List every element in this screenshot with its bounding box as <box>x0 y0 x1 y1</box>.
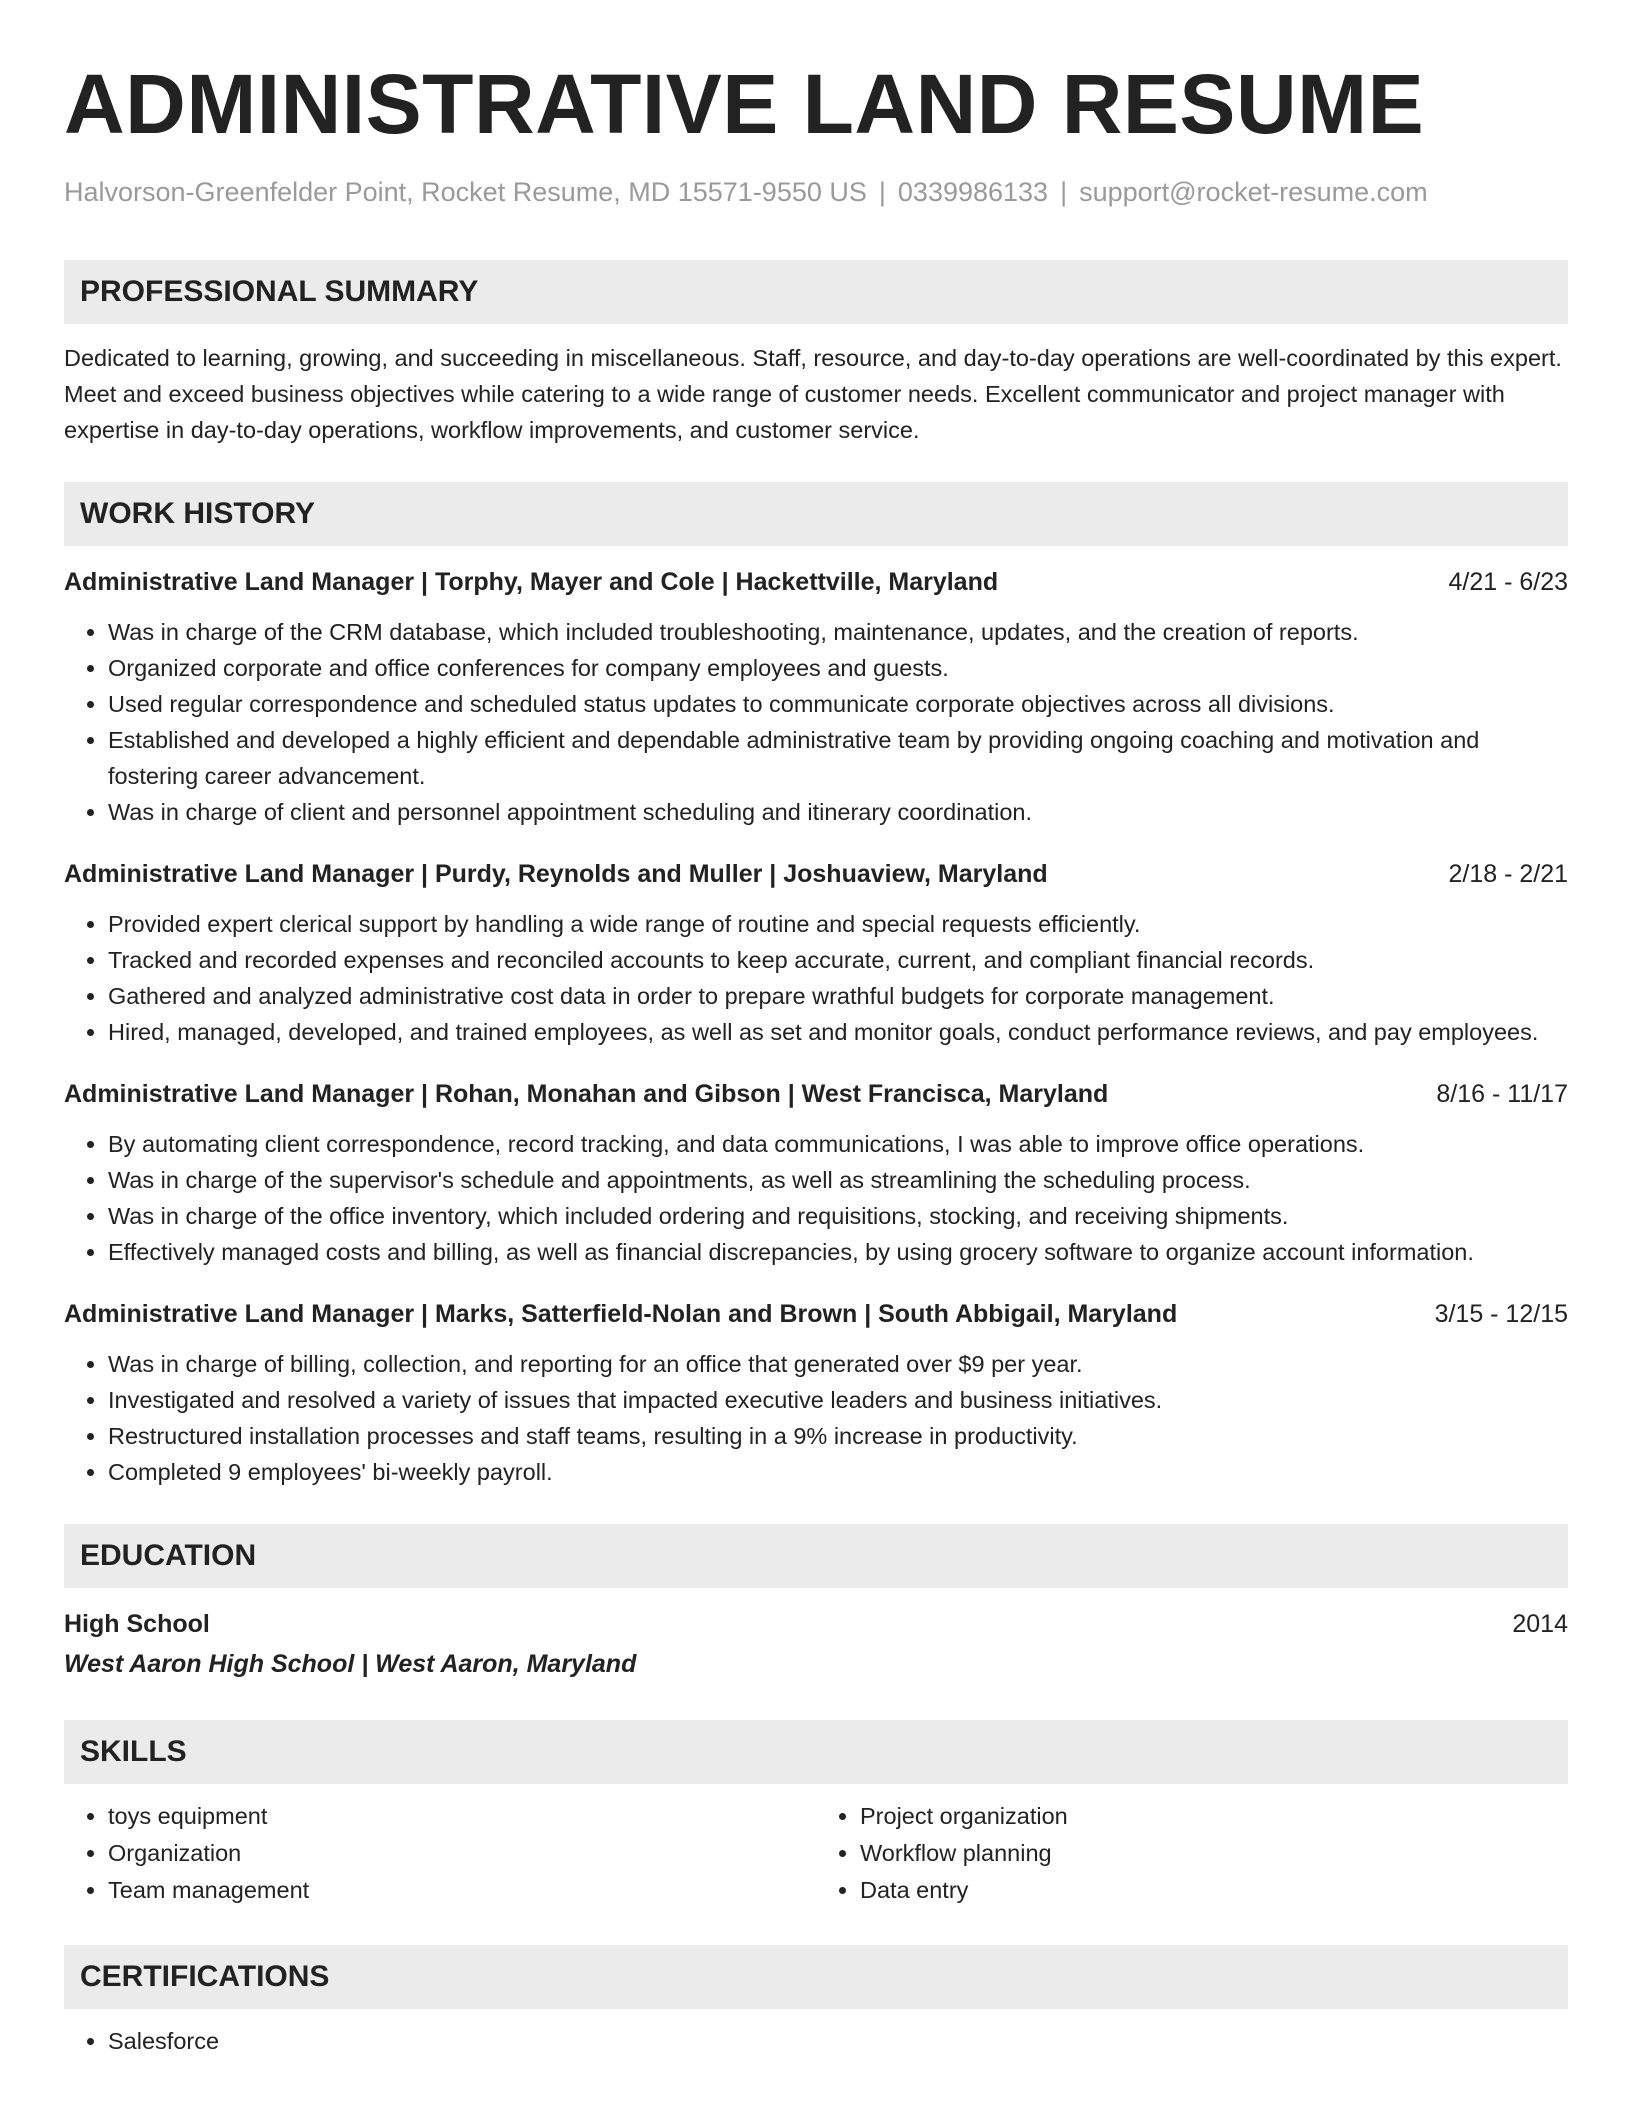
job-bullets <box>64 1126 1568 1270</box>
job-dates: 4/21 - 6/23 <box>1448 568 1568 596</box>
contact-separator: | <box>878 177 886 207</box>
job-bullet: • Restructured installation processes and staff teams, resulting in a 9% increase in productivity. <box>108 1418 1568 1454</box>
skill-item: • Data entry <box>860 1872 1568 1909</box>
job-bullet: • Was in charge of billing, collection, and reporting for an office that generated over $9 per year. <box>108 1346 1568 1382</box>
skills-column-right <box>816 1798 1568 1909</box>
contact-line <box>64 174 1568 210</box>
certifications-list <box>64 2023 1568 2060</box>
skill-item: • toys equipment <box>108 1798 816 1835</box>
job-header <box>64 1296 1568 1332</box>
job-bullet: • By automating client correspondence, record tracking, and data communications, I was able to improve office operations. <box>108 1126 1568 1162</box>
section-header-education <box>64 1524 1568 1588</box>
skill-item: • Team management <box>108 1872 816 1909</box>
resume-name: ADMINISTRATIVE LAND RESUME <box>64 57 1425 151</box>
education-entry <box>64 1606 1568 1682</box>
job-bullet: • Established and developed a highly efficient and dependable administrative team by providing ongoing coaching and motivation and fostering career advancement. <box>108 722 1568 794</box>
section-title-work: WORK HISTORY <box>80 497 316 530</box>
job-entry <box>64 856 1568 1050</box>
job-bullet: • Hired, managed, developed, and trained employees, as well as set and monitor goals, conduct performance reviews, and pay employees. <box>108 1014 1568 1050</box>
job-bullet: • Was in charge of client and personnel appointment scheduling and itinerary coordination. <box>108 794 1568 830</box>
job-entry <box>64 564 1568 830</box>
job-title: Administrative Land Manager | Purdy, Reynolds and Muller | Joshuaview, Maryland <box>64 860 1048 888</box>
contact-address: Halvorson-Greenfelder Point, Rocket Resume, MD 15571-9550 US <box>64 177 867 207</box>
job-bullet: • Completed 9 employees' bi-weekly payroll. <box>108 1454 1568 1490</box>
summary-text: Dedicated to learning, growing, and succeeding in miscellaneous. Staff, resource, and day-to-day operations are well-coordinated by this expert. Meet and exceed business objectives while catering to a wide range of customer needs. Excellent communicator and project manager with expertise in day-to-day operations, workflow improvements, and customer service. <box>64 345 1562 443</box>
job-title: Administrative Land Manager | Rohan, Monahan and Gibson | West Francisca, Maryland <box>64 1080 1109 1108</box>
education-school: West Aaron High School | West Aaron, Maryland <box>64 1650 637 1678</box>
section-title-certifications: CERTIFICATIONS <box>80 1960 330 1993</box>
job-bullet: • Used regular correspondence and scheduled status updates to communicate corporate objectives across all divisions. <box>108 686 1568 722</box>
job-dates: 3/15 - 12/15 <box>1434 1300 1568 1328</box>
job-bullet: • Was in charge of the supervisor's schedule and appointments, as well as streamlining the scheduling process. <box>108 1162 1568 1198</box>
section-title-skills: SKILLS <box>80 1735 187 1768</box>
job-dates: 8/16 - 11/17 <box>1436 1080 1568 1108</box>
job-bullet: • Was in charge of the CRM database, which included troubleshooting, maintenance, updates, and the creation of reports. <box>108 614 1568 650</box>
job-bullet: • Was in charge of the office inventory, which included ordering and requisitions, stocking, and receiving shipments. <box>108 1198 1568 1234</box>
skills-column-left <box>64 1798 816 1909</box>
job-bullets <box>64 906 1568 1050</box>
section-header-summary <box>64 260 1568 324</box>
job-bullet: • Effectively managed costs and billing, as well as financial discrepancies, by using grocery software to organize account information. <box>108 1234 1568 1270</box>
skill-item: • Workflow planning <box>860 1835 1568 1872</box>
contact-phone: 0339986133 <box>897 177 1049 207</box>
section-header-certifications <box>64 1945 1568 2009</box>
job-bullet: • Gathered and analyzed administrative cost data in order to prepare wrathful budgets for corporate management. <box>108 978 1568 1014</box>
job-title: Administrative Land Manager | Marks, Satterfield-Nolan and Brown | South Abbigail, Maryland <box>64 1300 1178 1328</box>
section-title-summary: PROFESSIONAL SUMMARY <box>80 275 479 308</box>
certifications-items <box>64 2023 1568 2060</box>
education-year: 2014 <box>1512 1610 1568 1638</box>
job-bullet: • Investigated and resolved a variety of issues that impacted executive leaders and business initiatives. <box>108 1382 1568 1418</box>
education-header <box>64 1606 1568 1642</box>
section-header-skills <box>64 1720 1568 1784</box>
job-bullets <box>64 1346 1568 1490</box>
skill-item: • Organization <box>108 1835 816 1872</box>
job-header <box>64 1076 1568 1112</box>
job-entry <box>64 1076 1568 1270</box>
job-title: Administrative Land Manager | Torphy, Mayer and Cole | Hackettville, Maryland <box>64 568 999 596</box>
skill-item: • Project organization <box>860 1798 1568 1835</box>
job-entry <box>64 1296 1568 1490</box>
skills-list <box>64 1798 1568 1909</box>
job-bullet: • Provided expert clerical support by handling a wide range of routine and special requests efficiently. <box>108 906 1568 942</box>
contact-separator: | <box>1060 177 1068 207</box>
job-header <box>64 564 1568 600</box>
section-header-work <box>64 482 1568 546</box>
job-bullet: • Organized corporate and office conferences for company employees and guests. <box>108 650 1568 686</box>
section-title-education: EDUCATION <box>80 1539 257 1572</box>
contact-email: support@rocket-resume.com <box>1079 177 1428 207</box>
job-bullet: • Tracked and recorded expenses and reconciled accounts to keep accurate, current, and compliant financial records. <box>108 942 1568 978</box>
education-degree: High School <box>64 1610 210 1638</box>
job-header <box>64 856 1568 892</box>
job-dates: 2/18 - 2/21 <box>1448 860 1568 888</box>
certification-item: • Salesforce <box>108 2023 1568 2060</box>
job-bullets <box>64 614 1568 830</box>
